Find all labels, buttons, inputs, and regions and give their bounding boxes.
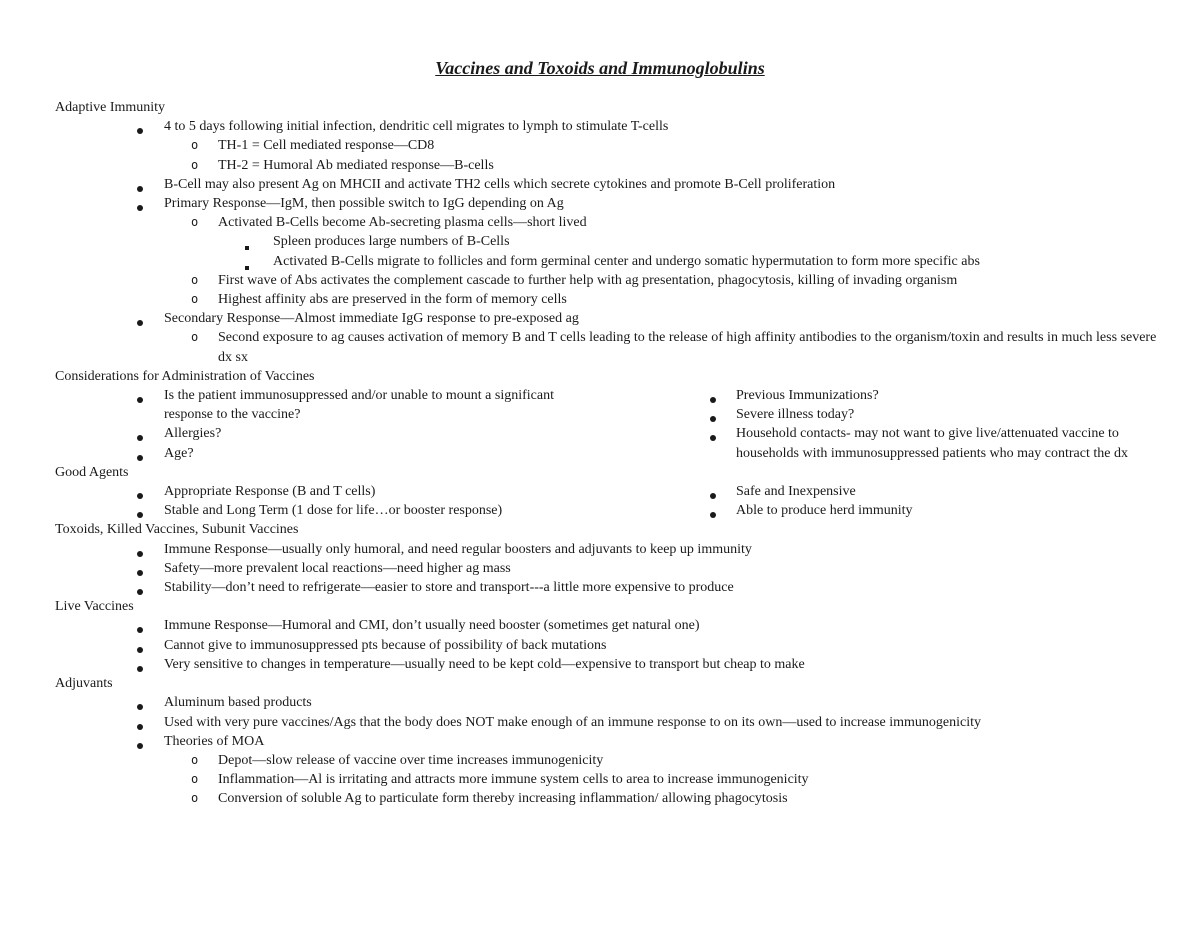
sub-bullet-text: First wave of Abs activates the complement cascade to further help with ag presentation, phagocytosis, killing of invading organism (218, 272, 958, 288)
bullet-text: Primary Response—IgM, then possible switch to IgG depending on Ag (164, 196, 564, 212)
bullet-text: Is the patient immunosuppressed and/or unable to mount a significant response to the vaccine? (164, 388, 554, 423)
bullet-item (55, 540, 1165, 559)
bullet-text: Severe illness today? (736, 407, 855, 423)
bullet-item (55, 655, 1165, 674)
circle-bullet-icon: o (191, 138, 199, 153)
bullet-dot-icon (137, 559, 143, 578)
sub-bullet-item (55, 271, 1165, 290)
sub-sub-bullet-item (55, 232, 1165, 251)
circle-bullet-icon: o (191, 292, 199, 307)
bullet-dot-icon (137, 732, 143, 751)
bullet-text: Household contacts- may not want to give live/attenuated vaccine to households with immunosuppressed patients who may contract the dx (736, 426, 1128, 461)
document-body (55, 98, 1165, 809)
bullet-dot-icon (137, 616, 143, 635)
sub-sub-bullet-text: Spleen produces large numbers of B-Cells (273, 234, 510, 250)
bullet-dot-icon (137, 540, 143, 559)
bullet-dot-icon (137, 578, 143, 597)
sub-bullet-item (55, 290, 1165, 309)
square-bullet-icon (245, 232, 249, 251)
section-heading-adaptive-immunity: Adaptive Immunity (55, 100, 166, 115)
bullet-item (55, 424, 610, 443)
considerations-columns (55, 386, 1165, 463)
bullet-text: Appropriate Response (B and T cells) (164, 484, 376, 500)
bullet-item (55, 309, 1165, 328)
bullet-item (55, 501, 610, 520)
bullet-dot-icon (137, 636, 143, 655)
sub-sub-bullet-text: Activated B-Cells migrate to follicles and form germinal center and undergo somatic hypermutation to form more specific abs (273, 253, 980, 269)
bullet-text: Previous Immunizations? (736, 388, 879, 404)
bullet-item (610, 482, 1165, 501)
bullet-dot-icon (137, 194, 143, 213)
sub-bullet-item (55, 136, 1165, 155)
bullet-text: Used with very pure vaccines/Ags that the body does NOT make enough of an immune response to on its own—used to increase immunogenicity (164, 714, 982, 730)
bullet-dot-icon (137, 655, 143, 674)
bullet-text: Stability—don’t need to refrigerate—easier to store and transport---a little more expensive to produce (164, 580, 734, 596)
bullet-text: Secondary Response—Almost immediate IgG response to pre-exposed ag (164, 311, 579, 327)
bullet-dot-icon (137, 386, 143, 405)
bullet-item (55, 616, 1165, 635)
bullet-dot-icon (710, 386, 716, 405)
bullet-text: 4 to 5 days following initial infection, dendritic cell migrates to lymph to stimulate T-cells (164, 119, 669, 135)
bullet-item (610, 405, 1165, 424)
sub-bullet-text: Activated B-Cells become Ab-secreting plasma cells—short lived (218, 215, 587, 231)
bullet-item (55, 693, 1165, 712)
bullet-item (610, 386, 1165, 405)
considerations-left-column (55, 386, 610, 463)
sub-bullet-item (55, 213, 1165, 232)
circle-bullet-icon: o (191, 157, 199, 172)
bullet-text: B-Cell may also present Ag on MHCII and activate TH2 cells which secrete cytokines and promote B-Cell proliferation (164, 176, 836, 192)
bullet-text: Cannot give to immunosuppressed pts because of possibility of back mutations (164, 637, 607, 653)
bullet-dot-icon (137, 175, 143, 194)
bullet-item (610, 501, 1165, 520)
bullet-dot-icon (710, 501, 716, 520)
sub-bullet-item (55, 328, 1165, 366)
sub-bullet-item (55, 156, 1165, 175)
bullet-dot-icon (710, 405, 716, 424)
good-agents-columns (55, 482, 1165, 520)
bullet-text: Safety—more prevalent local reactions—need higher ag mass (164, 560, 511, 576)
sub-bullet-text: Highest affinity abs are preserved in the form of memory cells (218, 292, 567, 308)
circle-bullet-icon: o (191, 752, 199, 767)
bullet-item (55, 636, 1165, 655)
bullet-text: Theories of MOA (164, 733, 265, 749)
bullet-dot-icon (137, 444, 143, 463)
bullet-item (55, 117, 1165, 136)
good-agents-right-column (610, 482, 1165, 520)
bullet-dot-icon (710, 482, 716, 501)
section-heading-live-vaccines: Live Vaccines (55, 599, 134, 615)
bullet-dot-icon (137, 713, 143, 732)
sub-bullet-item (55, 751, 1165, 770)
bullet-dot-icon (137, 117, 143, 136)
section-heading-toxoids: Toxoids, Killed Vaccines, Subunit Vaccines (55, 522, 299, 538)
bullet-text: Immune Response—usually only humoral, and need regular boosters and adjuvants to keep up immunity (164, 541, 752, 557)
bullet-item (55, 482, 610, 501)
bullet-item (55, 386, 610, 424)
bullet-dot-icon (137, 501, 143, 520)
bullet-item (55, 194, 1165, 213)
circle-bullet-icon: o (191, 772, 199, 787)
bullet-dot-icon (137, 424, 143, 443)
good-agents-left-column (55, 482, 610, 520)
bullet-dot-icon (137, 482, 143, 501)
document-title: Vaccines and Toxoids and Immunoglobulins (435, 58, 765, 78)
sub-bullet-text: Depot—slow release of vaccine over time increases immunogenicity (218, 752, 604, 768)
sub-bullet-item (55, 789, 1165, 808)
bullet-item (55, 732, 1165, 751)
circle-bullet-icon: o (191, 272, 199, 287)
circle-bullet-icon: o (191, 791, 199, 806)
section-heading-adjuvants: Adjuvants (55, 676, 113, 692)
bullet-text: Able to produce herd immunity (736, 503, 913, 519)
circle-bullet-icon: o (191, 215, 199, 230)
bullet-dot-icon (710, 424, 716, 443)
bullet-item (55, 444, 610, 463)
sub-bullet-text: TH-2 = Humoral Ab mediated response—B-cells (218, 157, 494, 173)
bullet-text: Very sensitive to changes in temperature—usually need to be kept cold—expensive to transport but cheap to make (164, 656, 805, 672)
bullet-text: Safe and Inexpensive (736, 484, 856, 500)
bullet-dot-icon (137, 693, 143, 712)
sub-bullet-item (55, 770, 1165, 789)
section-heading-good-agents: Good Agents (55, 464, 129, 480)
bullet-item (610, 424, 1165, 462)
bullet-text: Stable and Long Term (1 dose for life…or booster response) (164, 503, 503, 519)
bullet-dot-icon (137, 309, 143, 328)
sub-bullet-text: Second exposure to ag causes activation of memory B and T cells leading to the release of high affinity antibodies to the organism/toxin and results in much less severe dx sx (218, 330, 1157, 365)
section-heading-considerations: Considerations for Administration of Vaccines (55, 368, 315, 384)
sub-bullet-text: TH-1 = Cell mediated response—CD8 (218, 138, 435, 154)
bullet-item (55, 559, 1165, 578)
square-bullet-icon (245, 252, 249, 271)
bullet-item (55, 578, 1165, 597)
bullet-text: Age? (164, 445, 194, 461)
bullet-text: Allergies? (164, 426, 222, 442)
sub-bullet-text: Inflammation—Al is irritating and attracts more immune system cells to area to increase immunogenicity (218, 772, 809, 788)
bullet-item (55, 175, 1165, 194)
bullet-item (55, 713, 1165, 732)
sub-sub-bullet-item (55, 252, 1165, 271)
sub-bullet-text: Conversion of soluble Ag to particulate form thereby increasing inflammation/ allowing phagocytosis (218, 791, 788, 807)
considerations-right-column (610, 386, 1165, 463)
bullet-text: Aluminum based products (164, 695, 312, 711)
bullet-text: Immune Response—Humoral and CMI, don’t usually need booster (sometimes get natural one) (164, 618, 700, 634)
circle-bullet-icon: o (191, 330, 199, 345)
